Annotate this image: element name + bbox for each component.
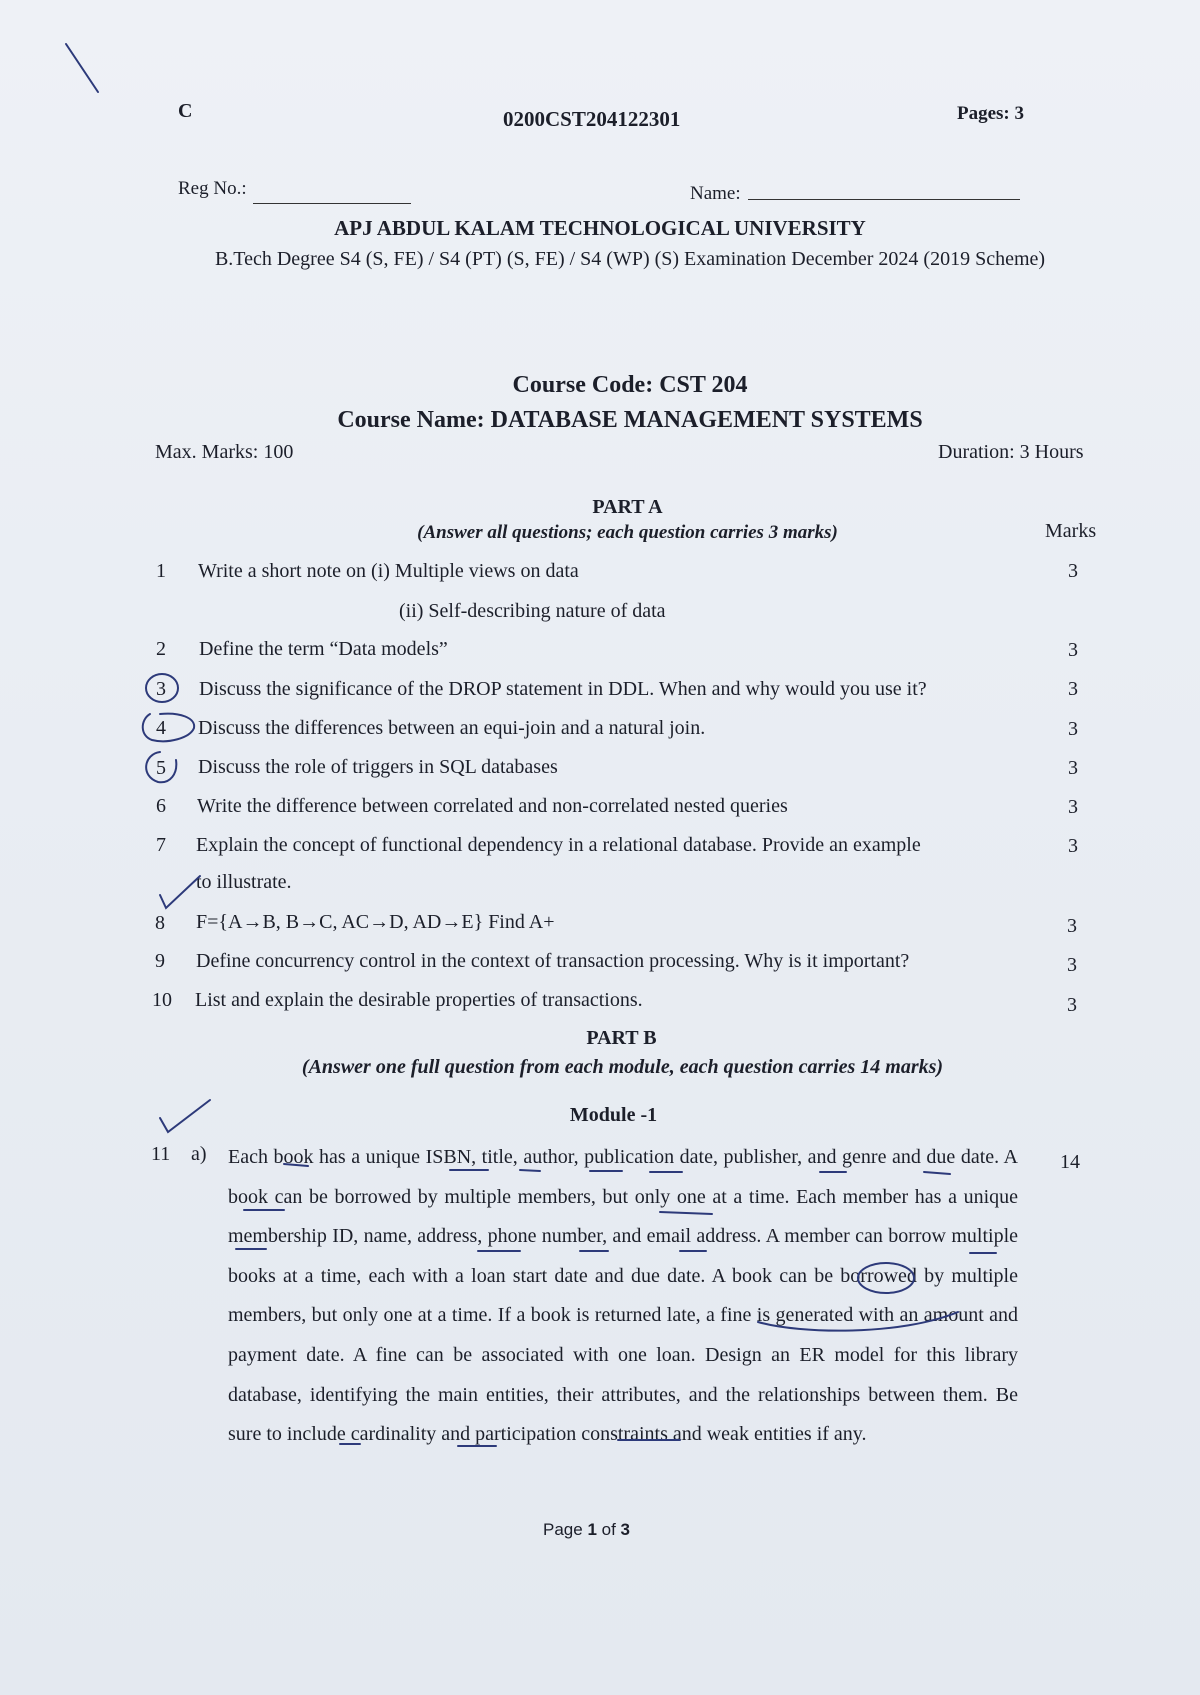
question-text: Define concurrency control in the context of transaction processing. Why is it important? <box>196 950 910 972</box>
question-marks: 3 <box>1068 835 1078 857</box>
page-count: Pages: 3 <box>957 103 1025 124</box>
question-number: 11 <box>151 1143 171 1165</box>
question-marks: 3 <box>1067 994 1077 1016</box>
page-footer <box>543 1520 630 1540</box>
question-text-continued: to illustrate. <box>196 871 292 893</box>
question-marks: 3 <box>1068 796 1078 818</box>
question-text: Discuss the role of triggers in SQL databases <box>198 756 558 778</box>
max-marks: Max. Marks: 100 <box>155 441 294 463</box>
question-text: Write the difference between correlated and non-correlated nested queries <box>197 795 788 817</box>
question-number: 1 <box>156 560 166 582</box>
question-number: 7 <box>156 834 166 856</box>
question-marks: 14 <box>1060 1151 1080 1173</box>
question-text: F={A→B, B→C, AC→D, AD→E} Find A+ <box>196 911 555 933</box>
course-code: Course Code: CST 204 <box>512 372 748 398</box>
name-line <box>748 199 1020 200</box>
question-marks: 3 <box>1067 915 1077 937</box>
question-number: 4 <box>156 717 166 739</box>
question-text: Explain the concept of functional dependency in a relational database. Provide an example <box>196 834 921 856</box>
name-label: Name: <box>690 183 741 204</box>
part-a-instruction: (Answer all questions; each question carries 3 marks) <box>417 522 838 543</box>
question-text: Write a short note on (i) Multiple views on data <box>198 560 579 582</box>
question-text: Define the term “Data models” <box>199 638 448 660</box>
course-name: Course Name: DATABASE MANAGEMENT SYSTEMS <box>337 407 923 433</box>
question-text: List and explain the desirable properties of transactions. <box>195 989 643 1011</box>
question-marks: 3 <box>1068 560 1078 582</box>
set-code: C <box>178 100 193 122</box>
footer-page-number: 1 <box>587 1520 597 1539</box>
question-marks: 3 <box>1068 678 1078 700</box>
reg-no-line <box>253 203 411 204</box>
question-text-continued: (ii) Self-describing nature of data <box>399 600 666 622</box>
question-marks: 3 <box>1068 757 1078 779</box>
part-b-instruction: (Answer one full question from each module, each question carries 14 marks) <box>301 1056 944 1078</box>
question-text: Discuss the significance of the DROP statement in DDL. When and why would you use it? <box>199 678 927 700</box>
university-name: APJ ABDUL KALAM TECHNOLOGICAL UNIVERSITY <box>334 216 866 240</box>
sub-question-label: a) <box>191 1143 207 1165</box>
footer-page-total: 3 <box>620 1520 630 1539</box>
footer-prefix: Page <box>543 1520 588 1539</box>
question-number: 8 <box>155 912 165 934</box>
part-b-title: PART B <box>586 1027 657 1049</box>
tick-mark-question-8 <box>160 876 200 908</box>
exam-title: B.Tech Degree S4 (S, FE) / S4 (PT) (S, FE) / S4 (WP) (S) Examination December 2024 (2019 Scheme) <box>214 248 1046 270</box>
question-marks: 3 <box>1067 954 1077 976</box>
footer-of: of <box>596 1520 621 1539</box>
marks-column-header: Marks <box>1045 520 1097 542</box>
duration: Duration: 3 Hours <box>938 441 1084 463</box>
question-marks: 3 <box>1068 718 1078 740</box>
question-text: Discuss the differences between an equi-join and a natural join. <box>198 717 706 739</box>
question-number: 10 <box>152 989 172 1011</box>
question-number: 3 <box>156 678 166 700</box>
question-marks: 3 <box>1068 639 1078 661</box>
module-heading: Module -1 <box>569 1104 658 1126</box>
question-number: 5 <box>156 757 166 779</box>
question-number: 6 <box>156 795 166 817</box>
part-a-title: PART A <box>592 496 663 518</box>
pen-stroke-mark <box>66 44 98 92</box>
question-11a-text: Each book has a unique ISBN, title, author, publication date, publisher, and genre and due date. A book can be borrowed by multiple members, but only one at a time. Each member has a unique membership ID, name, address, phone number, and email address. A member can borrow multiple books at a time, each with a loan start date and due date. A book can be borrowed by multiple members, but only one at a time. If a book is returned late, a fine is generated with an amount and payment date. A fine can be associated with one loan. Design an ER model for this library database, identifying the main entities, their attributes, and the relationships between them. Be sure to include cardinality and participation constraints and weak entities if any. <box>228 1146 1018 1446</box>
reg-no-label: Reg No.: <box>178 178 247 199</box>
question-number: 2 <box>156 638 166 660</box>
question-number: 9 <box>155 950 165 972</box>
question-paper-code: 0200CST204122301 <box>503 107 681 131</box>
